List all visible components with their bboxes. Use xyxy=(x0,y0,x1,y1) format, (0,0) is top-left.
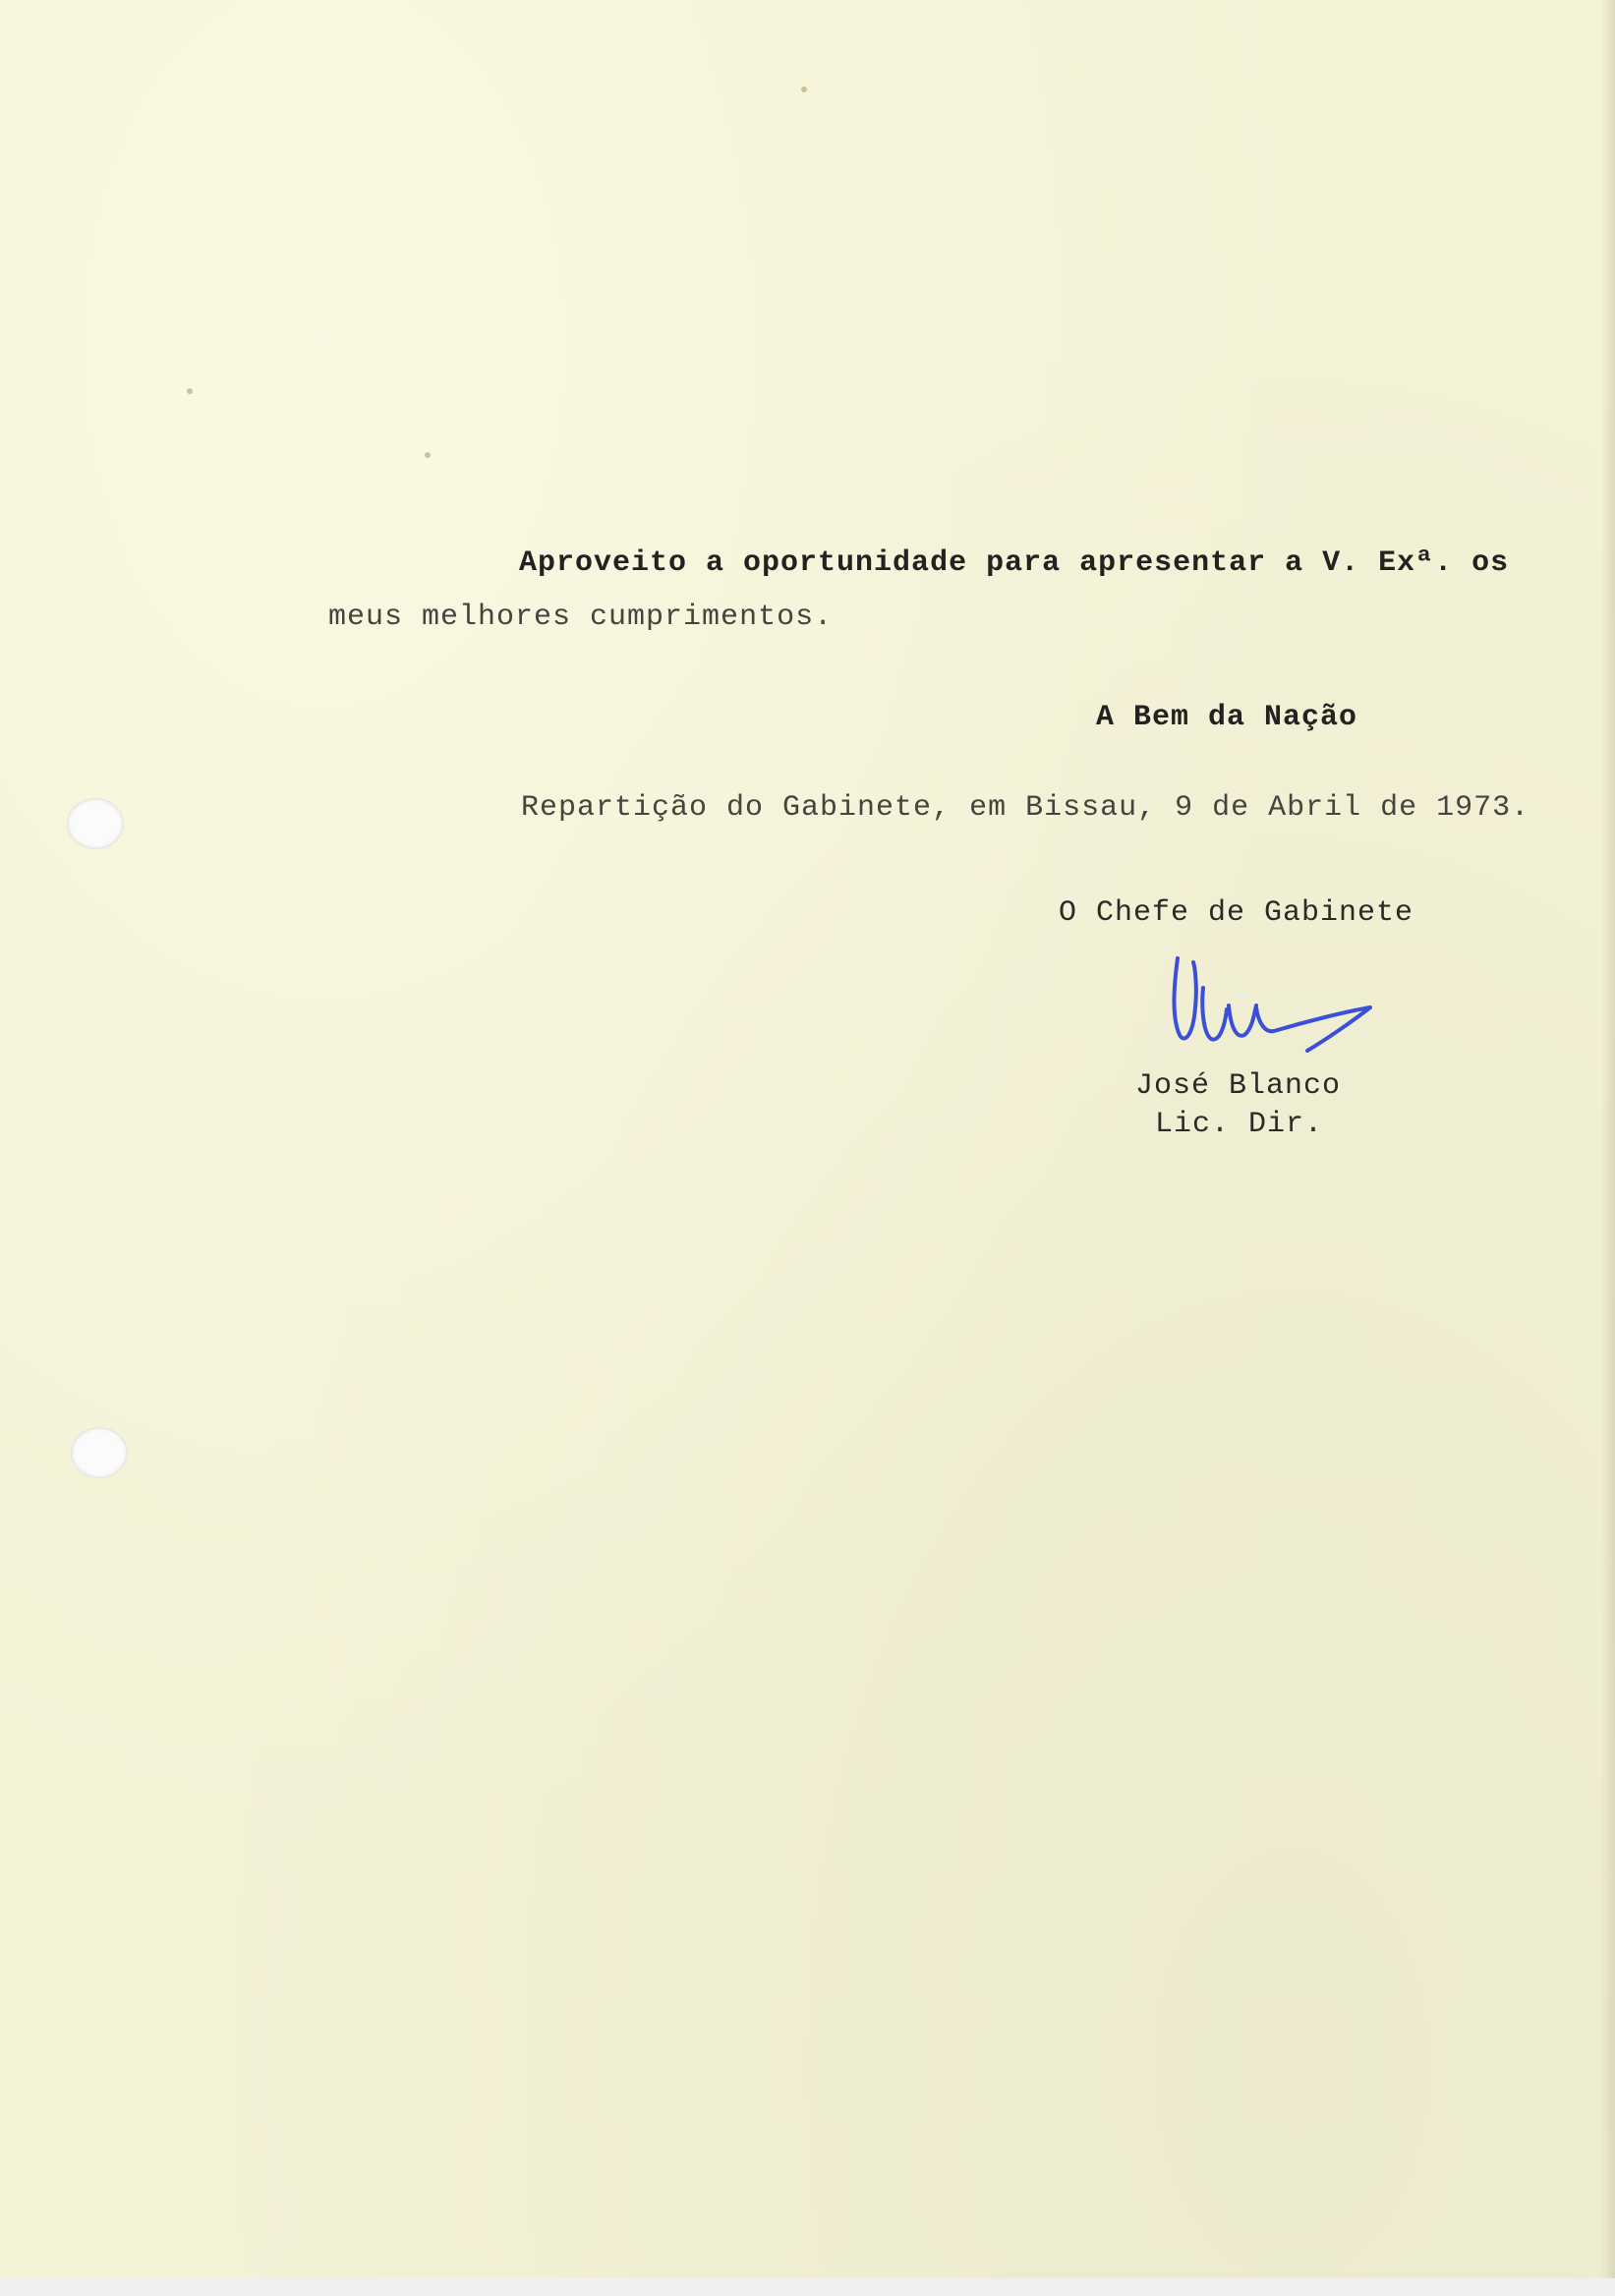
paper-speck xyxy=(187,388,193,394)
handwritten-signature xyxy=(1160,948,1386,1076)
signatory-name: José Blanco xyxy=(1135,1069,1342,1103)
place-date: Repartição do Gabinete, em Bissau, 9 de Abril de 1973. xyxy=(521,791,1530,825)
scan-border xyxy=(0,2278,1615,2296)
paper-edge-shadow xyxy=(1601,0,1615,2296)
punch-hole-upper xyxy=(67,798,124,849)
signatory-title: O Chefe de Gabinete xyxy=(1059,896,1414,930)
closing-paragraph-line-2: meus melhores cumprimentos. xyxy=(328,601,834,634)
closing-paragraph-line-1: Aproveito a oportunidade para apresentar a V. Exª. os xyxy=(519,546,1510,580)
salutation: A Bem da Nação xyxy=(1096,701,1358,734)
punch-hole-lower xyxy=(71,1427,128,1478)
paper-speck xyxy=(801,86,807,92)
signatory-degree: Lic. Dir. xyxy=(1155,1108,1324,1141)
paper-speck xyxy=(425,452,431,458)
